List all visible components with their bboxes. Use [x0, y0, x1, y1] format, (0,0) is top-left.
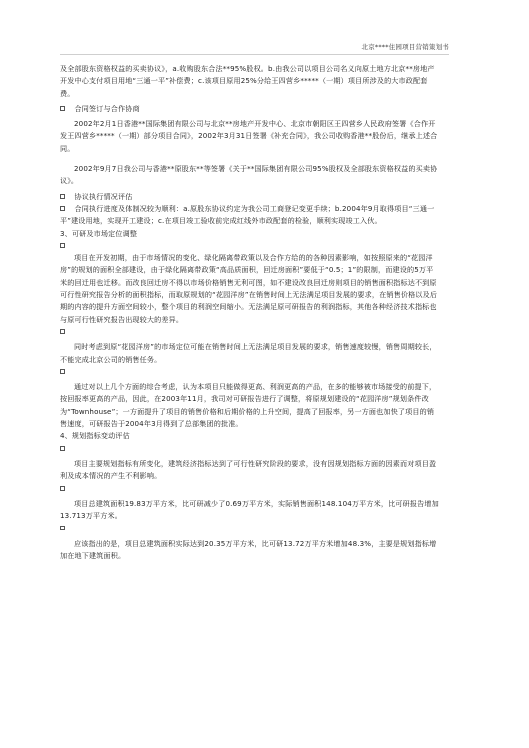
heading-market-positioning: 3、可研及市场定位调整 — [60, 228, 138, 238]
header-divider — [60, 54, 449, 55]
empty-bullet-line — [60, 522, 440, 534]
section-title: 协议执行情况评估 — [74, 191, 133, 201]
paragraph-share-agreement: 及全部股东资格权益的买卖协议》，a.收购股东合法**95%股权。b.由我公司以项目公司名义向原土地方北京**房地产开发中心支付项目用地“三通一平”补偿费；c.该项目原用25%分给王四营乡*****（一期）项目所涉及的大市政配套费。 — [60, 64, 435, 98]
document-body — [60, 63, 440, 562]
paragraph-contract-2002-sep: 2002年9月7日我公司与香港**原股东**等签署《关于**国际集团有限公司95%股权及全部股东资格权益的买卖协议》。 — [60, 164, 438, 186]
paragraph-execution-progress — [60, 203, 440, 228]
empty-bullet-line — [60, 366, 440, 378]
paragraph-building-area: 项目总建筑面积19.83万平方米，比可研减少了0.69万平方米，实际销售面积148.104万平方米，比可研报告增加13.713万平方米。 — [60, 498, 439, 521]
heading-planning-indicators: 4、规划指标变动评估 — [60, 431, 130, 441]
section-execution-evaluation — [60, 191, 440, 203]
square-bullet-icon — [60, 446, 65, 451]
square-bullet-icon — [60, 194, 65, 199]
square-bullet-icon — [60, 206, 65, 211]
paragraph-text: 合同执行进度及体制况较为顺利：a.原股东协议约定为我公司工商登记变更手续；b.2004年9月取得项目“三通一平”建设用地，实现开工建设；c.在项目竣工验收前完成红线外市政配套的检验，顺利实现竣工入伙。 — [60, 203, 435, 226]
square-bullet-icon — [60, 106, 65, 111]
paragraph-contract-2002-feb: 2002年2月1日香港**国际集团有限公司与北京**房地产开发中心、北京市朝阳区王四营乡人民政府签署《合作开发王四营乡*****（一期）部分项目合同》，2002年3月31日签署《补充合同》，我公司收购香港**股份后，继承上述合同。 — [60, 119, 438, 153]
square-bullet-icon — [60, 369, 65, 374]
empty-bullet-line — [60, 483, 440, 495]
paragraph-area-note: 应该指出的是，项目总建筑面积实际达到20.35万平方米，比可研13.72万平方米增加48.3%，主要是规划指标增加在地下建筑面积。 — [60, 538, 437, 560]
paragraph-sales-requirement: 同时考虑到原“花园洋房”的市场定位可能在销售时间上无法满足项目发展的要求，销售速度较慢，销售周期较长，不能完成北京公司的销售任务。 — [60, 342, 437, 364]
empty-bullet-line — [60, 443, 440, 455]
paragraph-indicators-change: 项目主要规划指标有所变化，建筑经济指标达到了可行性研究阶段的要求，没有因规划指标方面的因素而对项目盈利及成本情况的产生不利影响。 — [60, 458, 437, 481]
square-bullet-icon — [60, 486, 65, 491]
section-title: 合同签订与合作协商 — [74, 103, 140, 113]
square-bullet-icon — [60, 329, 65, 334]
paragraph-market-change: 项目在开发初期，由于市场情况的变化、绿化隔离带政策以及合作方给的的各种因素影响，如按照原来的“花园洋房”的规划的面积全部建设，由于绿化隔离带政策“高品质面积，回迁房面积”要低于“0.5；1”的限制，而建设的5万平米的回迁用也迁移。而改良回迁房不得以市场价格销售无利可图，如不建设改良回迁房则项目的销售面积指标达不到原可行性研究报告分析的面积指标，而取原规划的“花园洋房”在销售时间上无法满足项目发展的要求，在销售价格以及后期的内容的提升方面空间较小，整个项目的利润空间缩小。无法满足原可研报告的利润指标，其他各种经济技术指标也与原可行性研究报告出现较大的差异。 — [60, 253, 438, 324]
square-bullet-icon — [60, 243, 65, 248]
empty-bullet-line — [60, 326, 440, 338]
empty-bullet-line — [60, 240, 440, 252]
paragraph-adjustment: 通过对以上几个方面的综合考虑，认为本项目只能做得更高、利润更高的产品，在多的能够被市场接受的前提下，按回报率更高的产品，因此，在2003年11月，我司对可研报告进行了调整，将原规划建设的“花园洋房”规划条件改为“Townhouse”；一方面提升了项目的销售价格和后期价格的上升空间，提高了回报率，另一方面也加快了项目的销售速度，可研报告于2004年3月得到了总部集团的批准。 — [60, 382, 437, 429]
page-header: 北京****住园项目营销策划书 — [361, 43, 449, 51]
square-bullet-icon — [60, 526, 65, 531]
section-contract-signing — [60, 103, 440, 115]
